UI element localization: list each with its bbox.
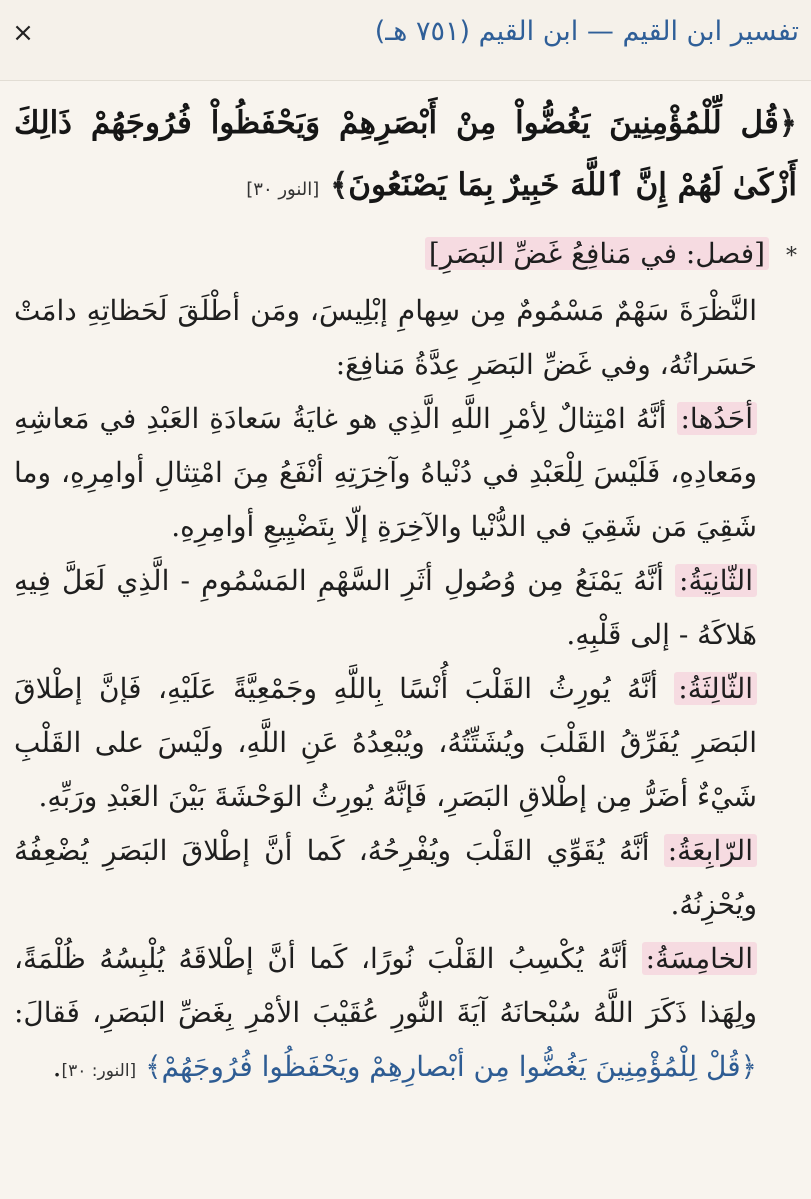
point-text: أنَّهُ يُكْسِبُ القَلْبَ نُورًا، كَما أنَّ إطْلاقَهُ يُلْبِسُهُ ظُلْمَةً، ولِهَذا ذَكَرَ اللَّهُ سُبْحانَهُ آيَةَ النُّورِ عُقَيْبَ الأمْرِ بِغَضِّ البَصَرِ، فَقالَ: [14,942,757,1029]
tafsir-content [14,92,797,1098]
point-text: أنَّهُ يُورِثُ القَلْبَ أُنْسًا بِاللَّهِ وجَمْعِيَّةً عَلَيْهِ، فَإنَّ إطْلاقَ البَصَرِ يُفَرِّقُ القَلْبَ ويُشَتِّتُهُ، ويُبْعِدُهُ عَنِ اللَّهِ، ولَيْسَ على القَلْبِ شَيْءٌ أضَرُّ مِن إطْلاقِ البَصَرِ، فَإنَّهُ يُورِثُ الوَحْشَةَ بَيْنَ العَبْدِ ورَبِّهِ. [14,672,757,813]
header-title: تفسير ابن القيم — ابن القيم (٧٥١ هـ) [374,16,799,47]
verse-reference: [النور ٣٠] [246,179,320,200]
verse-text: قُل لِّلْمُؤْمِنِينَ يَغُضُّواْ مِنْ أَبْصَرِهِمْ وَيَحْفَظُواْ فُرُوجَهُمْ ذَالِكَ أَزْكَىٰ لَهُمْ إِنَّ ٱللَّهَ خَبِيرٌ بِمَا يَصْنَعُونَ [14,105,797,203]
point-label: الرّابِعَةُ: [664,834,757,867]
point-5 [14,932,797,1098]
point-label: الخامِسَةُ: [642,942,757,975]
point-label: الثّالِثَةُ: [674,672,757,705]
point-2 [14,554,797,662]
point-4 [14,824,797,932]
verse-close-bracket: ﴾ [330,167,349,203]
point-1 [14,392,797,554]
section-star: * [786,244,797,269]
inline-quran-quote[interactable]: ﴿قُلْ لِلْمُؤْمِنِينَ يَغُضُّوا مِن أبْصارِهِمْ ويَحْفَظُوا فُرُوجَهُمْ﴾ [145,1050,757,1083]
inline-quran-reference: [النور: ٣٠] [61,1061,137,1081]
intro-paragraph: النَّظْرَةَ سَهْمٌ مَسْمُومٌ مِن سِهامِ إبْلِيسَ، ومَن أطْلَقَ لَحَظاتِهِ دامَتْ حَسَراتُهُ، وفي غَضِّ البَصَرِ عِدَّةُ مَنافِعَ: [14,294,757,381]
top-bar [0,0,811,81]
verse-block [14,92,797,221]
point-text: أنَّهُ امْتِثالٌ لِأمْرِ اللَّهِ الَّذِي هو غايَةُ سَعادَةِ العَبْدِ في مَعاشِهِ ومَعادِهِ، فَلَيْسَ لِلْعَبْدِ في دُنْياهُ وآخِرَتِهِ أنْفَعُ مِنَ امْتِثالِ أوامِرِهِ، وما شَقِيَ مَن شَقِيَ في الدُّنْيا والآخِرَةِ إلّا بِتَضْيِيعِ أوامِرِهِ. [14,402,757,543]
point-text: أنَّهُ يَمْنَعُ مِن وُصُولِ أثَرِ السَّهْمِ المَسْمُومِ - الَّذِي لَعَلَّ فِيهِ هَلاكَهُ - إلى قَلْبِهِ. [14,564,757,651]
section-title: [فصل: في مَنافِعُ غَضِّ البَصَرِ] [425,237,769,270]
point-text: أنَّهُ يُقَوِّي القَلْبَ ويُفْرِحُهُ، كَما أنَّ إطْلاقَ البَصَرِ يُضْعِفُهُ ويُحْزِنُهُ. [14,834,757,921]
final-period: . [52,1050,62,1083]
section-heading-line [14,227,797,284]
point-label: الثّانِيَةُ: [675,564,757,597]
close-icon[interactable]: × [12,18,34,48]
point-label: أحَدُها: [677,402,758,435]
verse-open-bracket: ﴿ [778,105,797,141]
point-3 [14,662,797,824]
